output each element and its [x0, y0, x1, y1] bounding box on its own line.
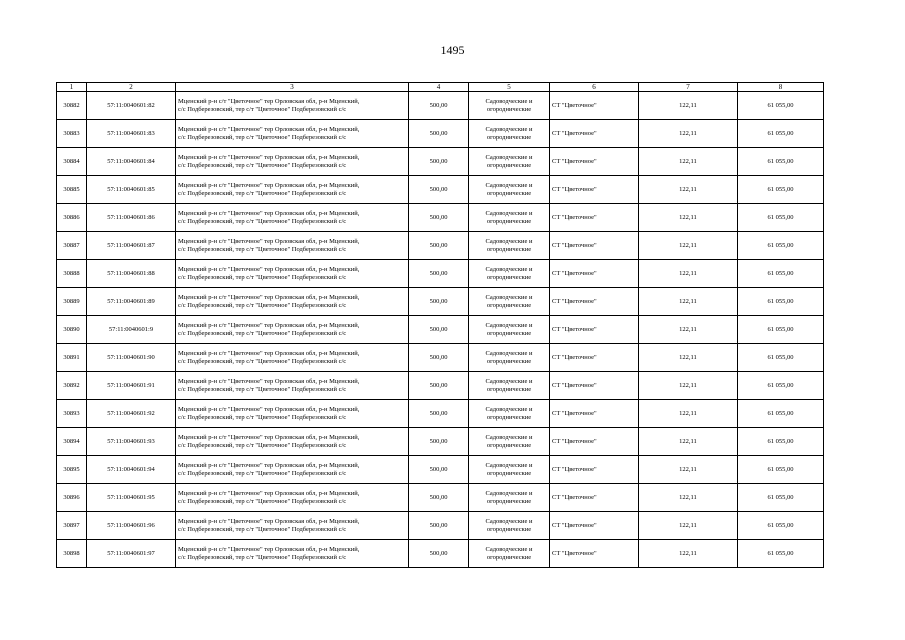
table-row — [57, 176, 824, 204]
purpose-line: Садоводческие и — [485, 349, 533, 357]
purpose-cell — [469, 484, 550, 512]
purpose-cell — [469, 204, 550, 232]
table-row — [57, 92, 824, 120]
owner-name: СТ "Цветочное" — [550, 400, 639, 428]
address-line: Мценский р-н с/т "Цветочное" тер Орловская обл, р-н Мценский, — [178, 545, 360, 553]
address-line: Мценский р-н с/т "Цветочное" тер Орловская обл, р-н Мценский, — [178, 97, 360, 105]
purpose-cell — [469, 316, 550, 344]
table-body — [57, 92, 824, 568]
row-number: 30882 — [57, 92, 87, 120]
row-number: 30898 — [57, 540, 87, 568]
area-value: 500,00 — [409, 176, 469, 204]
purpose-line: огороднические — [486, 273, 532, 281]
row-number: 30897 — [57, 512, 87, 540]
address-line: Мценский р-н с/т "Цветочное" тер Орловская обл, р-н Мценский, — [178, 125, 360, 133]
address-cell — [176, 400, 409, 428]
area-value: 500,00 — [409, 92, 469, 120]
owner-name: СТ "Цветочное" — [550, 260, 639, 288]
unit-price: 122,11 — [639, 484, 738, 512]
cadastral-number: 57:11:0040601:9 — [87, 316, 176, 344]
address-line: Мценский р-н с/т "Цветочное" тер Орловская обл, р-н Мценский, — [178, 517, 360, 525]
address-cell — [176, 232, 409, 260]
area-value: 500,00 — [409, 288, 469, 316]
column-header: 2 — [87, 83, 176, 92]
purpose-cell — [469, 428, 550, 456]
address-line: с/с Подберезовский, тер с/т "Цветочное" Подберезовский с/с — [178, 217, 347, 225]
owner-name: СТ "Цветочное" — [550, 484, 639, 512]
address-cell — [176, 540, 409, 568]
purpose-line: огороднические — [486, 105, 532, 113]
owner-name: СТ "Цветочное" — [550, 316, 639, 344]
address-cell — [176, 484, 409, 512]
cadastral-value: 61 055,00 — [738, 92, 824, 120]
area-value: 500,00 — [409, 456, 469, 484]
address-cell — [176, 204, 409, 232]
address-line: Мценский р-н с/т "Цветочное" тер Орловская обл, р-н Мценский, — [178, 405, 360, 413]
area-value: 500,00 — [409, 428, 469, 456]
unit-price: 122,11 — [639, 288, 738, 316]
cadastral-value: 61 055,00 — [738, 260, 824, 288]
owner-name: СТ "Цветочное" — [550, 232, 639, 260]
unit-price: 122,11 — [639, 400, 738, 428]
purpose-line: огороднические — [486, 189, 532, 197]
address-line: Мценский р-н с/т "Цветочное" тер Орловская обл, р-н Мценский, — [178, 293, 360, 301]
cadastral-number: 57:11:0040601:88 — [87, 260, 176, 288]
column-header: 5 — [469, 83, 550, 92]
land-registry-table — [56, 82, 824, 568]
purpose-line: Садоводческие и — [485, 405, 533, 413]
unit-price: 122,11 — [639, 148, 738, 176]
row-number: 30883 — [57, 120, 87, 148]
address-line: Мценский р-н с/т "Цветочное" тер Орловская обл, р-н Мценский, — [178, 461, 360, 469]
area-value: 500,00 — [409, 484, 469, 512]
table-row — [57, 148, 824, 176]
cadastral-number: 57:11:0040601:94 — [87, 456, 176, 484]
area-value: 500,00 — [409, 400, 469, 428]
cadastral-number: 57:11:0040601:86 — [87, 204, 176, 232]
purpose-cell — [469, 232, 550, 260]
table-row — [57, 316, 824, 344]
address-line: Мценский р-н с/т "Цветочное" тер Орловская обл, р-н Мценский, — [178, 153, 360, 161]
row-number: 30892 — [57, 372, 87, 400]
purpose-cell — [469, 344, 550, 372]
address-line: с/с Подберезовский, тер с/т "Цветочное" Подберезовский с/с — [178, 525, 347, 533]
address-line: с/с Подберезовский, тер с/т "Цветочное" Подберезовский с/с — [178, 105, 347, 113]
row-number: 30889 — [57, 288, 87, 316]
purpose-cell — [469, 148, 550, 176]
owner-name: СТ "Цветочное" — [550, 148, 639, 176]
cadastral-value: 61 055,00 — [738, 372, 824, 400]
address-cell — [176, 176, 409, 204]
column-header: 1 — [57, 83, 87, 92]
purpose-line: огороднические — [486, 217, 532, 225]
purpose-line: Садоводческие и — [485, 237, 533, 245]
table-row — [57, 204, 824, 232]
address-line: Мценский р-н с/т "Цветочное" тер Орловская обл, р-н Мценский, — [178, 321, 360, 329]
row-number: 30891 — [57, 344, 87, 372]
column-header: 4 — [409, 83, 469, 92]
area-value: 500,00 — [409, 260, 469, 288]
row-number: 30896 — [57, 484, 87, 512]
purpose-line: Садоводческие и — [485, 265, 533, 273]
row-number: 30885 — [57, 176, 87, 204]
owner-name: СТ "Цветочное" — [550, 344, 639, 372]
cadastral-value: 61 055,00 — [738, 120, 824, 148]
address-cell — [176, 92, 409, 120]
address-cell — [176, 456, 409, 484]
address-cell — [176, 428, 409, 456]
purpose-cell — [469, 400, 550, 428]
address-cell — [176, 316, 409, 344]
address-line: с/с Подберезовский, тер с/т "Цветочное" Подберезовский с/с — [178, 133, 347, 141]
purpose-line: огороднические — [486, 525, 532, 533]
purpose-line: Садоводческие и — [485, 125, 533, 133]
address-line: с/с Подберезовский, тер с/т "Цветочное" Подберезовский с/с — [178, 497, 347, 505]
cadastral-value: 61 055,00 — [738, 512, 824, 540]
address-line: Мценский р-н с/т "Цветочное" тер Орловская обл, р-н Мценский, — [178, 349, 360, 357]
row-number: 30894 — [57, 428, 87, 456]
column-header: 7 — [639, 83, 738, 92]
table-row — [57, 120, 824, 148]
area-value: 500,00 — [409, 204, 469, 232]
purpose-line: Садоводческие и — [485, 181, 533, 189]
address-line: Мценский р-н с/т "Цветочное" тер Орловская обл, р-н Мценский, — [178, 237, 360, 245]
address-line: с/с Подберезовский, тер с/т "Цветочное" Подберезовский с/с — [178, 273, 347, 281]
cadastral-number: 57:11:0040601:93 — [87, 428, 176, 456]
purpose-line: огороднические — [486, 441, 532, 449]
table-row — [57, 288, 824, 316]
area-value: 500,00 — [409, 344, 469, 372]
cadastral-number: 57:11:0040601:90 — [87, 344, 176, 372]
purpose-cell — [469, 92, 550, 120]
owner-name: СТ "Цветочное" — [550, 120, 639, 148]
purpose-line: Садоводческие и — [485, 545, 533, 553]
purpose-line: Садоводческие и — [485, 97, 533, 105]
unit-price: 122,11 — [639, 372, 738, 400]
purpose-line: Садоводческие и — [485, 209, 533, 217]
owner-name: СТ "Цветочное" — [550, 176, 639, 204]
cadastral-number: 57:11:0040601:96 — [87, 512, 176, 540]
row-number: 30884 — [57, 148, 87, 176]
cadastral-value: 61 055,00 — [738, 316, 824, 344]
purpose-line: огороднические — [486, 385, 532, 393]
address-line: с/с Подберезовский, тер с/т "Цветочное" Подберезовский с/с — [178, 413, 347, 421]
purpose-line: Садоводческие и — [485, 293, 533, 301]
purpose-line: огороднические — [486, 161, 532, 169]
address-line: с/с Подберезовский, тер с/т "Цветочное" Подберезовский с/с — [178, 245, 347, 253]
purpose-line: огороднические — [486, 301, 532, 309]
address-line: с/с Подберезовский, тер с/т "Цветочное" Подберезовский с/с — [178, 329, 347, 337]
unit-price: 122,11 — [639, 260, 738, 288]
purpose-line: огороднические — [486, 357, 532, 365]
purpose-line: Садоводческие и — [485, 461, 533, 469]
owner-name: СТ "Цветочное" — [550, 372, 639, 400]
cadastral-number: 57:11:0040601:92 — [87, 400, 176, 428]
table-row — [57, 232, 824, 260]
table-row — [57, 540, 824, 568]
unit-price: 122,11 — [639, 316, 738, 344]
cadastral-value: 61 055,00 — [738, 232, 824, 260]
area-value: 500,00 — [409, 372, 469, 400]
cadastral-value: 61 055,00 — [738, 148, 824, 176]
unit-price: 122,11 — [639, 204, 738, 232]
area-value: 500,00 — [409, 148, 469, 176]
table-row — [57, 260, 824, 288]
purpose-line: огороднические — [486, 553, 532, 561]
row-number: 30895 — [57, 456, 87, 484]
address-line: с/с Подберезовский, тер с/т "Цветочное" Подберезовский с/с — [178, 189, 347, 197]
row-number: 30890 — [57, 316, 87, 344]
unit-price: 122,11 — [639, 428, 738, 456]
address-line: с/с Подберезовский, тер с/т "Цветочное" Подберезовский с/с — [178, 385, 347, 393]
unit-price: 122,11 — [639, 456, 738, 484]
page-number: 1495 — [440, 43, 465, 57]
purpose-line: огороднические — [486, 497, 532, 505]
cadastral-value: 61 055,00 — [738, 176, 824, 204]
cadastral-number: 57:11:0040601:82 — [87, 92, 176, 120]
cadastral-value: 61 055,00 — [738, 456, 824, 484]
address-line: Мценский р-н с/т "Цветочное" тер Орловская обл, р-н Мценский, — [178, 489, 360, 497]
purpose-cell — [469, 372, 550, 400]
cadastral-number: 57:11:0040601:83 — [87, 120, 176, 148]
purpose-cell — [469, 260, 550, 288]
owner-name: СТ "Цветочное" — [550, 512, 639, 540]
area-value: 500,00 — [409, 540, 469, 568]
cadastral-value: 61 055,00 — [738, 204, 824, 232]
cadastral-number: 57:11:0040601:84 — [87, 148, 176, 176]
owner-name: СТ "Цветочное" — [550, 540, 639, 568]
purpose-line: Садоводческие и — [485, 517, 533, 525]
row-number: 30886 — [57, 204, 87, 232]
address-line: Мценский р-н с/т "Цветочное" тер Орловская обл, р-н Мценский, — [178, 181, 360, 189]
purpose-cell — [469, 120, 550, 148]
cadastral-value: 61 055,00 — [738, 400, 824, 428]
column-header: 3 — [176, 83, 409, 92]
address-line: с/с Подберезовский, тер с/т "Цветочное" Подберезовский с/с — [178, 553, 347, 561]
address-line: Мценский р-н с/т "Цветочное" тер Орловская обл, р-н Мценский, — [178, 209, 360, 217]
address-cell — [176, 288, 409, 316]
address-cell — [176, 260, 409, 288]
purpose-line: Садоводческие и — [485, 489, 533, 497]
cadastral-number: 57:11:0040601:97 — [87, 540, 176, 568]
address-cell — [176, 120, 409, 148]
purpose-cell — [469, 456, 550, 484]
cadastral-number: 57:11:0040601:91 — [87, 372, 176, 400]
row-number: 30893 — [57, 400, 87, 428]
cadastral-value: 61 055,00 — [738, 428, 824, 456]
purpose-cell — [469, 176, 550, 204]
area-value: 500,00 — [409, 316, 469, 344]
cadastral-number: 57:11:0040601:89 — [87, 288, 176, 316]
purpose-cell — [469, 288, 550, 316]
unit-price: 122,11 — [639, 120, 738, 148]
cadastral-value: 61 055,00 — [738, 540, 824, 568]
purpose-line: огороднические — [486, 469, 532, 477]
unit-price: 122,11 — [639, 540, 738, 568]
cadastral-number: 57:11:0040601:95 — [87, 484, 176, 512]
unit-price: 122,11 — [639, 92, 738, 120]
table-header — [57, 83, 824, 92]
address-cell — [176, 372, 409, 400]
owner-name: СТ "Цветочное" — [550, 428, 639, 456]
owner-name: СТ "Цветочное" — [550, 288, 639, 316]
address-line: Мценский р-н с/т "Цветочное" тер Орловская обл, р-н Мценский, — [178, 377, 360, 385]
address-line: Мценский р-н с/т "Цветочное" тер Орловская обл, р-н Мценский, — [178, 433, 360, 441]
purpose-line: огороднические — [486, 245, 532, 253]
address-line: Мценский р-н с/т "Цветочное" тер Орловская обл, р-н Мценский, — [178, 265, 360, 273]
table-row — [57, 456, 824, 484]
purpose-line: Садоводческие и — [485, 321, 533, 329]
purpose-line: Садоводческие и — [485, 377, 533, 385]
purpose-line: огороднические — [486, 413, 532, 421]
area-value: 500,00 — [409, 512, 469, 540]
unit-price: 122,11 — [639, 512, 738, 540]
address-line: с/с Подберезовский, тер с/т "Цветочное" Подберезовский с/с — [178, 161, 347, 169]
purpose-line: огороднические — [486, 133, 532, 141]
cadastral-value: 61 055,00 — [738, 484, 824, 512]
purpose-cell — [469, 512, 550, 540]
header-row — [57, 83, 824, 92]
table-row — [57, 344, 824, 372]
area-value: 500,00 — [409, 232, 469, 260]
unit-price: 122,11 — [639, 176, 738, 204]
cadastral-value: 61 055,00 — [738, 288, 824, 316]
cadastral-number: 57:11:0040601:87 — [87, 232, 176, 260]
address-line: с/с Подберезовский, тер с/т "Цветочное" Подберезовский с/с — [178, 441, 347, 449]
row-number: 30888 — [57, 260, 87, 288]
column-header: 6 — [550, 83, 639, 92]
address-cell — [176, 344, 409, 372]
column-header: 8 — [738, 83, 824, 92]
cadastral-value: 61 055,00 — [738, 344, 824, 372]
owner-name: СТ "Цветочное" — [550, 204, 639, 232]
address-cell — [176, 512, 409, 540]
table-row — [57, 484, 824, 512]
address-cell — [176, 148, 409, 176]
purpose-line: Садоводческие и — [485, 153, 533, 161]
unit-price: 122,11 — [639, 232, 738, 260]
area-value: 500,00 — [409, 120, 469, 148]
address-line: с/с Подберезовский, тер с/т "Цветочное" Подберезовский с/с — [178, 301, 347, 309]
table-row — [57, 372, 824, 400]
purpose-line: огороднические — [486, 329, 532, 337]
owner-name: СТ "Цветочное" — [550, 92, 639, 120]
cadastral-number: 57:11:0040601:85 — [87, 176, 176, 204]
table-row — [57, 400, 824, 428]
purpose-line: Садоводческие и — [485, 433, 533, 441]
purpose-cell — [469, 540, 550, 568]
owner-name: СТ "Цветочное" — [550, 456, 639, 484]
unit-price: 122,11 — [639, 344, 738, 372]
table-row — [57, 428, 824, 456]
address-line: с/с Подберезовский, тер с/т "Цветочное" Подберезовский с/с — [178, 357, 347, 365]
address-line: с/с Подберезовский, тер с/т "Цветочное" Подберезовский с/с — [178, 469, 347, 477]
row-number: 30887 — [57, 232, 87, 260]
table-row — [57, 512, 824, 540]
